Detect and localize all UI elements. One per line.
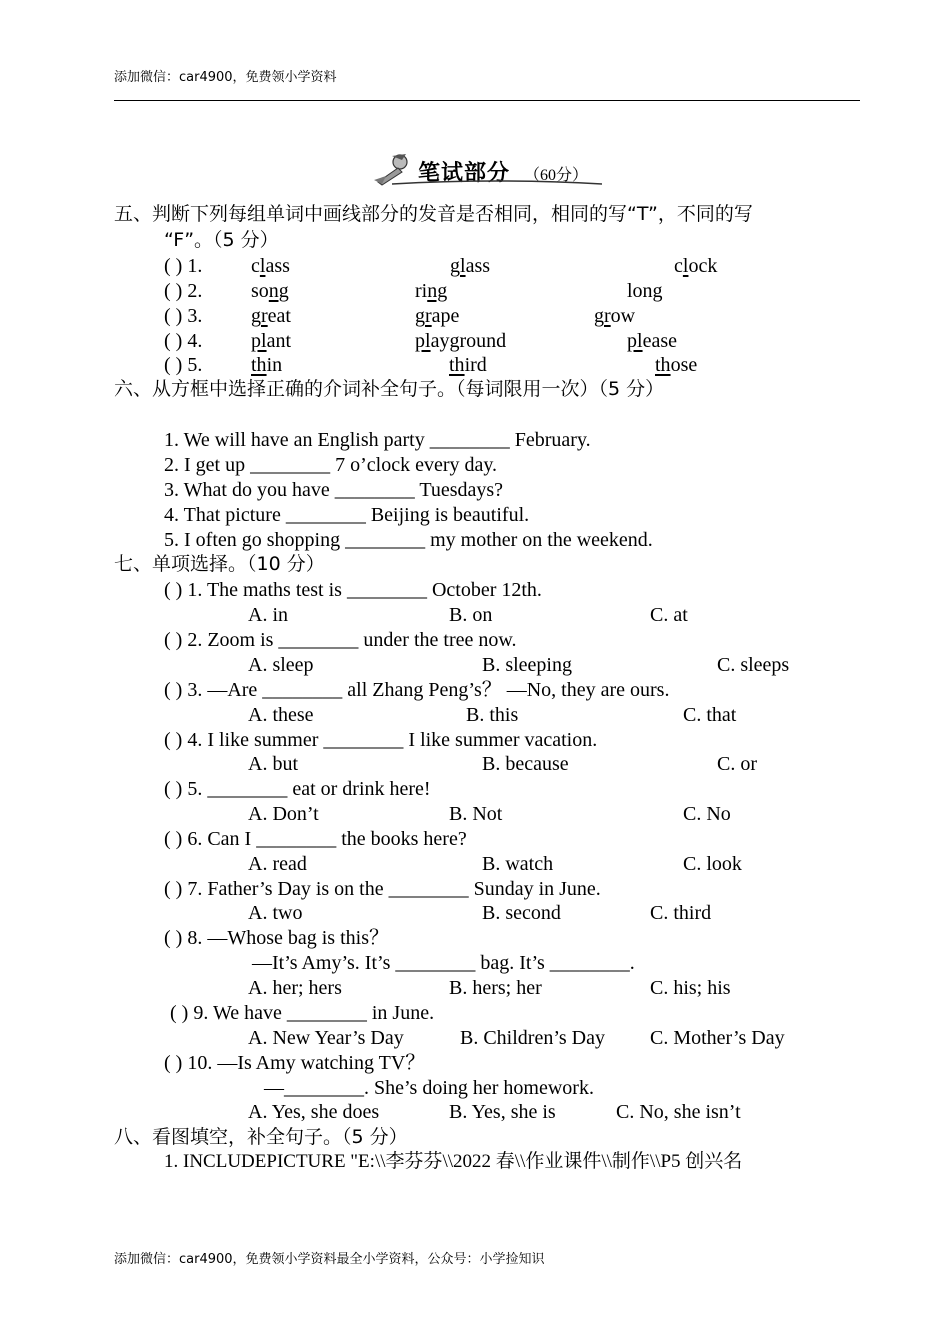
option-c: C. or	[717, 753, 757, 775]
word-1: thin	[251, 354, 283, 376]
option-a: A. read	[248, 853, 307, 875]
word-2: grape	[415, 305, 460, 327]
word-3: clock	[674, 255, 718, 277]
row-number: ( ) 5.	[164, 354, 203, 376]
row-number: ( ) 2.	[164, 280, 203, 302]
word-1: great	[251, 305, 291, 327]
banner-score: （60分）	[524, 167, 589, 184]
word-1: song	[251, 280, 289, 302]
option-c: C. that	[683, 704, 737, 726]
option-b: B. this	[466, 704, 519, 726]
question: ( ) 5. ________ eat or drink here!	[164, 778, 431, 800]
option-c: C. third	[650, 902, 712, 924]
option-a: A. but	[248, 753, 298, 775]
option-b: B. Yes, she is	[449, 1101, 556, 1123]
row-number: ( ) 4.	[164, 330, 203, 352]
page-footer: 添加微信：car4900，免费领小学资料最全小学资料，公众号：小学捡知识	[114, 1252, 545, 1267]
s5-title-2: “F”。（5 分）	[164, 229, 279, 251]
option-a: A. in	[248, 604, 288, 626]
header-rule	[114, 100, 860, 101]
option-a: A. her; hers	[248, 977, 342, 999]
question: ( ) 1. The maths test is ________ October 12th.	[164, 579, 542, 601]
option-b: B. sleeping	[482, 654, 572, 676]
s6-item: 1. We will have an English party ________ February.	[164, 429, 591, 451]
word-3: those	[655, 354, 698, 376]
question: ( ) 8. —Whose bag is this？	[164, 927, 389, 949]
s6-item: 5. I often go shopping ________ my mother on the weekend.	[164, 529, 653, 551]
question: ( ) 4. I like summer ________ I like summer vacation.	[164, 729, 598, 751]
word-1: class	[251, 255, 290, 277]
s6-item: 3. What do you have ________ Tuesdays?	[164, 479, 504, 501]
s5-title-1: 五、判断下列每组单词中画线部分的发音是否相同，相同的写“T”，不同的写	[114, 203, 753, 225]
s8-item: 1. INCLUDEPICTURE "E:\\李芬芬\\2022 春\\作业课件\\制作\\P5 创兴名	[164, 1151, 743, 1172]
option-a: A. sleep	[248, 654, 314, 676]
word-3: grow	[594, 305, 636, 327]
option-c: C. his; his	[650, 977, 731, 999]
option-b: B. Children’s Day	[460, 1027, 605, 1049]
word-2: playground	[415, 330, 507, 352]
option-c: C. No	[683, 803, 731, 825]
word-3: long	[627, 280, 663, 302]
option-b: B. because	[482, 753, 569, 775]
question: ( ) 9. We have ________ in June.	[170, 1002, 435, 1024]
option-c: C. No, she isn’t	[616, 1101, 741, 1123]
question: ( ) 3. —Are ________ all Zhang Peng’s？ —No, they are ours.	[164, 679, 670, 701]
word-2: third	[449, 354, 487, 376]
question: ( ) 6. Can I ________ the books here?	[164, 828, 467, 850]
s6-item: 4. That picture ________ Beijing is beautiful.	[164, 504, 530, 526]
option-b: B. second	[482, 902, 561, 924]
option-b: B. watch	[482, 853, 554, 875]
option-c: C. Mother’s Day	[650, 1027, 785, 1049]
option-a: A. two	[248, 902, 303, 924]
option-b: B. hers; her	[449, 977, 542, 999]
option-c: C. at	[650, 604, 688, 626]
option-c: C. sleeps	[717, 654, 790, 676]
banner-swoosh	[392, 178, 602, 188]
banner-title: 笔试部分	[418, 161, 511, 186]
section-banner	[372, 152, 612, 188]
option-c: C. look	[683, 853, 742, 875]
question: ( ) 2. Zoom is ________ under the tree now.	[164, 629, 517, 651]
option-a: A. these	[248, 704, 314, 726]
s6-title: 六、从方框中选择正确的介词补全句子。（每词限用一次）（5 分）	[114, 378, 665, 400]
question: ( ) 7. Father’s Day is on the ________ Sunday in June.	[164, 878, 601, 900]
s8-title: 八、看图填空，补全句子。（5 分）	[114, 1126, 408, 1148]
question: ( ) 10. —Is Amy watching TV？	[164, 1052, 426, 1074]
word-3: please	[627, 330, 677, 352]
row-number: ( ) 1.	[164, 255, 203, 277]
option-b: B. on	[449, 604, 493, 626]
word-1: plant	[251, 330, 291, 352]
page-header: 添加微信：car4900，免费领小学资料	[114, 70, 337, 85]
question-cont: —________. She’s doing her homework.	[264, 1077, 594, 1099]
word-2: glass	[450, 255, 491, 277]
row-number: ( ) 3.	[164, 305, 203, 327]
option-a: A. Don’t	[248, 803, 319, 825]
word-2: ring	[415, 280, 448, 302]
option-a: A. New Year’s Day	[248, 1027, 404, 1049]
question-cont: —It’s Amy’s. It’s ________ bag. It’s ________.	[252, 952, 635, 974]
s7-title: 七、单项选择。（10 分）	[114, 553, 325, 575]
option-b: B. Not	[449, 803, 503, 825]
option-a: A. Yes, she does	[248, 1101, 380, 1123]
s6-item: 2. I get up ________ 7 o’clock every day.	[164, 454, 498, 476]
